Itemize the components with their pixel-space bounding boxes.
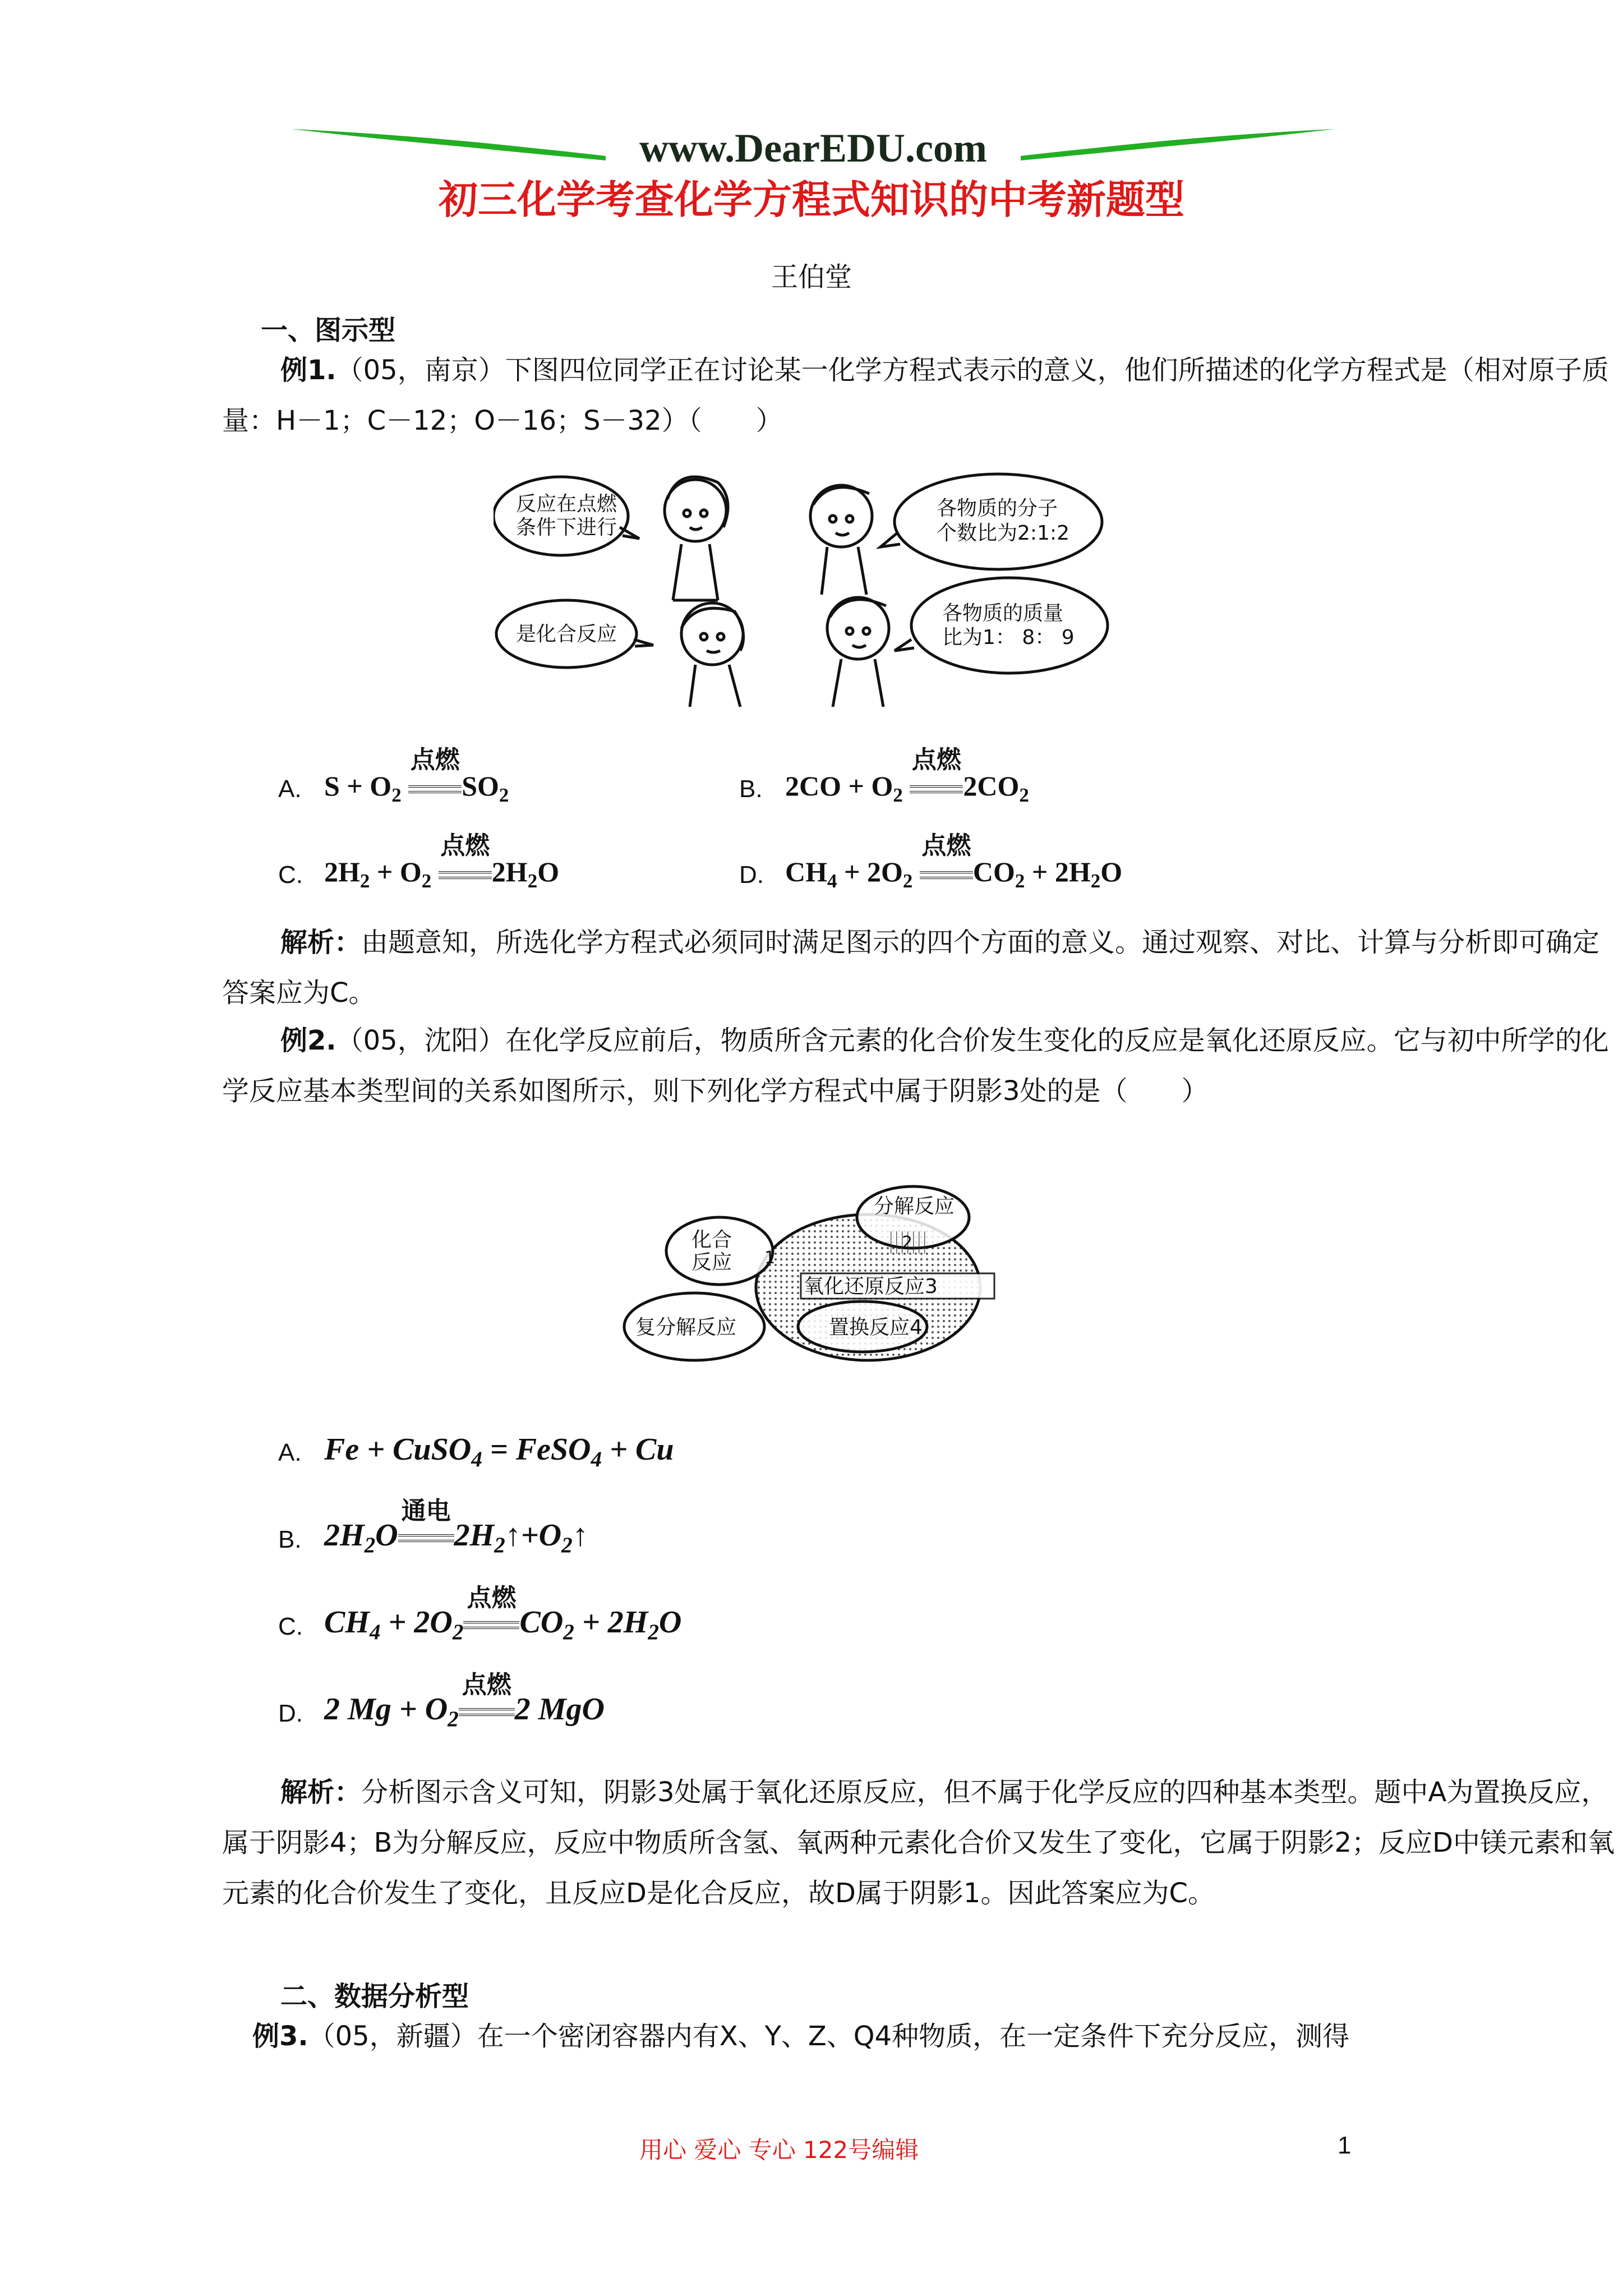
combination-label-1: 化合: [691, 1228, 732, 1251]
bubble-text-1b: 条件下进行: [516, 516, 617, 539]
student-figure-4: [827, 597, 889, 707]
student-figure-3: [681, 603, 744, 707]
header-logo: [292, 112, 1335, 174]
bubble-text-2a: 各物质的分子: [937, 497, 1058, 520]
displacement-label: 置换反应4: [829, 1316, 923, 1339]
footer-text: 用心 爱心 专心 122号编辑: [639, 2136, 919, 2164]
student-figure-1: [665, 477, 728, 600]
bubble-text-4b: 比为1： 8： 9: [942, 626, 1075, 649]
ex2-option-c-letter: C.: [278, 1613, 303, 1640]
bubble-text-3: 是化合反应: [516, 623, 617, 646]
section-heading-1: 一、图示型: [261, 315, 396, 346]
author: 王伯堂: [771, 261, 852, 293]
example-1: [222, 345, 1623, 446]
analysis-1-text: 由题意知，所选化学方程式必须同时满足图示的四个方面的意义。通过观察、对比、计算与分析即可确定答案应为C。: [222, 927, 1600, 1009]
ex2-option-b-equation: $2H_2O$ 通电 $2H_2↑+O_2↑$: [324, 1497, 588, 1558]
option-c-equation: $2H_2 + O_2$ 点燃 $2H_2O$: [324, 831, 560, 892]
analysis-1: [222, 917, 1623, 1018]
example-2: [222, 1015, 1623, 1116]
ex2-option-a-letter: A.: [278, 1439, 302, 1466]
cartoon-illustration: [494, 466, 1127, 712]
example-3-label: 例3.: [252, 2021, 308, 2052]
ex2-option-d-letter: D.: [278, 1700, 303, 1727]
option-b-letter: B.: [739, 775, 763, 803]
analysis-2-label: 解析：: [280, 1777, 362, 1808]
example-3: [252, 2011, 1623, 2062]
option-a-letter: A.: [278, 775, 302, 803]
region-1-label: 1: [764, 1248, 776, 1268]
analysis-1-label: 解析：: [280, 927, 362, 958]
example-2-label: 例2.: [280, 1025, 336, 1056]
example-2-text: （05，沈阳）在化学反应前后，物质所含元素的化合价发生变化的反应是氧化还原反应。它与初中所学的化学反应基本类型间的关系如图所示，则下列化学方程式中属于阴影3处的是（ ）: [222, 1025, 1609, 1107]
venn-diagram: [621, 1178, 1014, 1380]
ex2-option-d-equation: 2 $Mg + O_2$ 点燃 2 MgO: [324, 1671, 605, 1732]
option-d-equation: $CH_4 + 2O_2$ 点燃 $CO_2 + 2H_2O$: [785, 831, 1123, 892]
option-b-equation: $2CO + O_2$ 点燃 $2CO_2$: [785, 746, 1029, 806]
section-heading-2: 二、数据分析型: [280, 1981, 469, 2012]
speech-bubble-4: [911, 578, 1108, 673]
option-d-letter: D.: [739, 861, 764, 889]
option-c-letter: C.: [278, 861, 303, 889]
region-2-label: 2: [902, 1233, 913, 1253]
ex2-option-a-equation: Fe + CuSO$_4$ = FeSO$_4$ + Cu: [324, 1432, 674, 1472]
bubble-text-1a: 反应在点燃: [516, 493, 617, 516]
example-1-text: （05，南京）下图四位同学正在讨论某一化学方程式表示的意义，他们所描述的化学方程式是（相对原子质量：H－1；C－12；O－16；S－32）（ ）: [222, 355, 1609, 436]
student-figure-2: [810, 485, 872, 595]
redox-label: 氧化还原反应3: [804, 1275, 938, 1298]
ex2-option-b-letter: B.: [278, 1526, 302, 1553]
bubble-text-4a: 各物质的质量: [942, 602, 1064, 625]
site-logo-text[interactable]: www.DearEDU.com: [639, 126, 987, 171]
ex2-option-c-equation: $CH_4 + 2O_2$ 点燃 $CO_2 + 2H_2O$: [324, 1584, 682, 1645]
decomposition-label: 分解反应: [874, 1195, 955, 1218]
example-3-text: （05，新疆）在一个密闭容器内有X、Y、Z、Q4种物质，在一定条件下充分反应，测得: [308, 2021, 1350, 2052]
double-decomp-label: 复分解反应: [635, 1316, 737, 1339]
bubble-text-2b: 个数比为2:1:2: [937, 522, 1069, 545]
combination-label-2: 反应: [691, 1251, 732, 1274]
option-a-equation: $S + O_2$ 点燃 $SO_2$: [324, 746, 509, 806]
page-title: 初三化学考查化学方程式知识的中考新题型: [439, 177, 1184, 223]
analysis-2-text: 分析图示含义可知，阴影3处属于氧化还原反应，但不属于化学反应的四种基本类型。题中A为置换反应，属于阴影4；B为分解反应，反应中物质所含氢、氧两种元素化合价又发生了变化，它属于阴影2；反应D中镁元素和氧元素的化合价发生了变化，且反应D是化合反应，故D属于阴影1。因此答案应为C。: [222, 1777, 1615, 1909]
page-number: 1: [1338, 2132, 1352, 2159]
analysis-2: [222, 1767, 1623, 1918]
example-1-label: 例1.: [280, 355, 336, 386]
